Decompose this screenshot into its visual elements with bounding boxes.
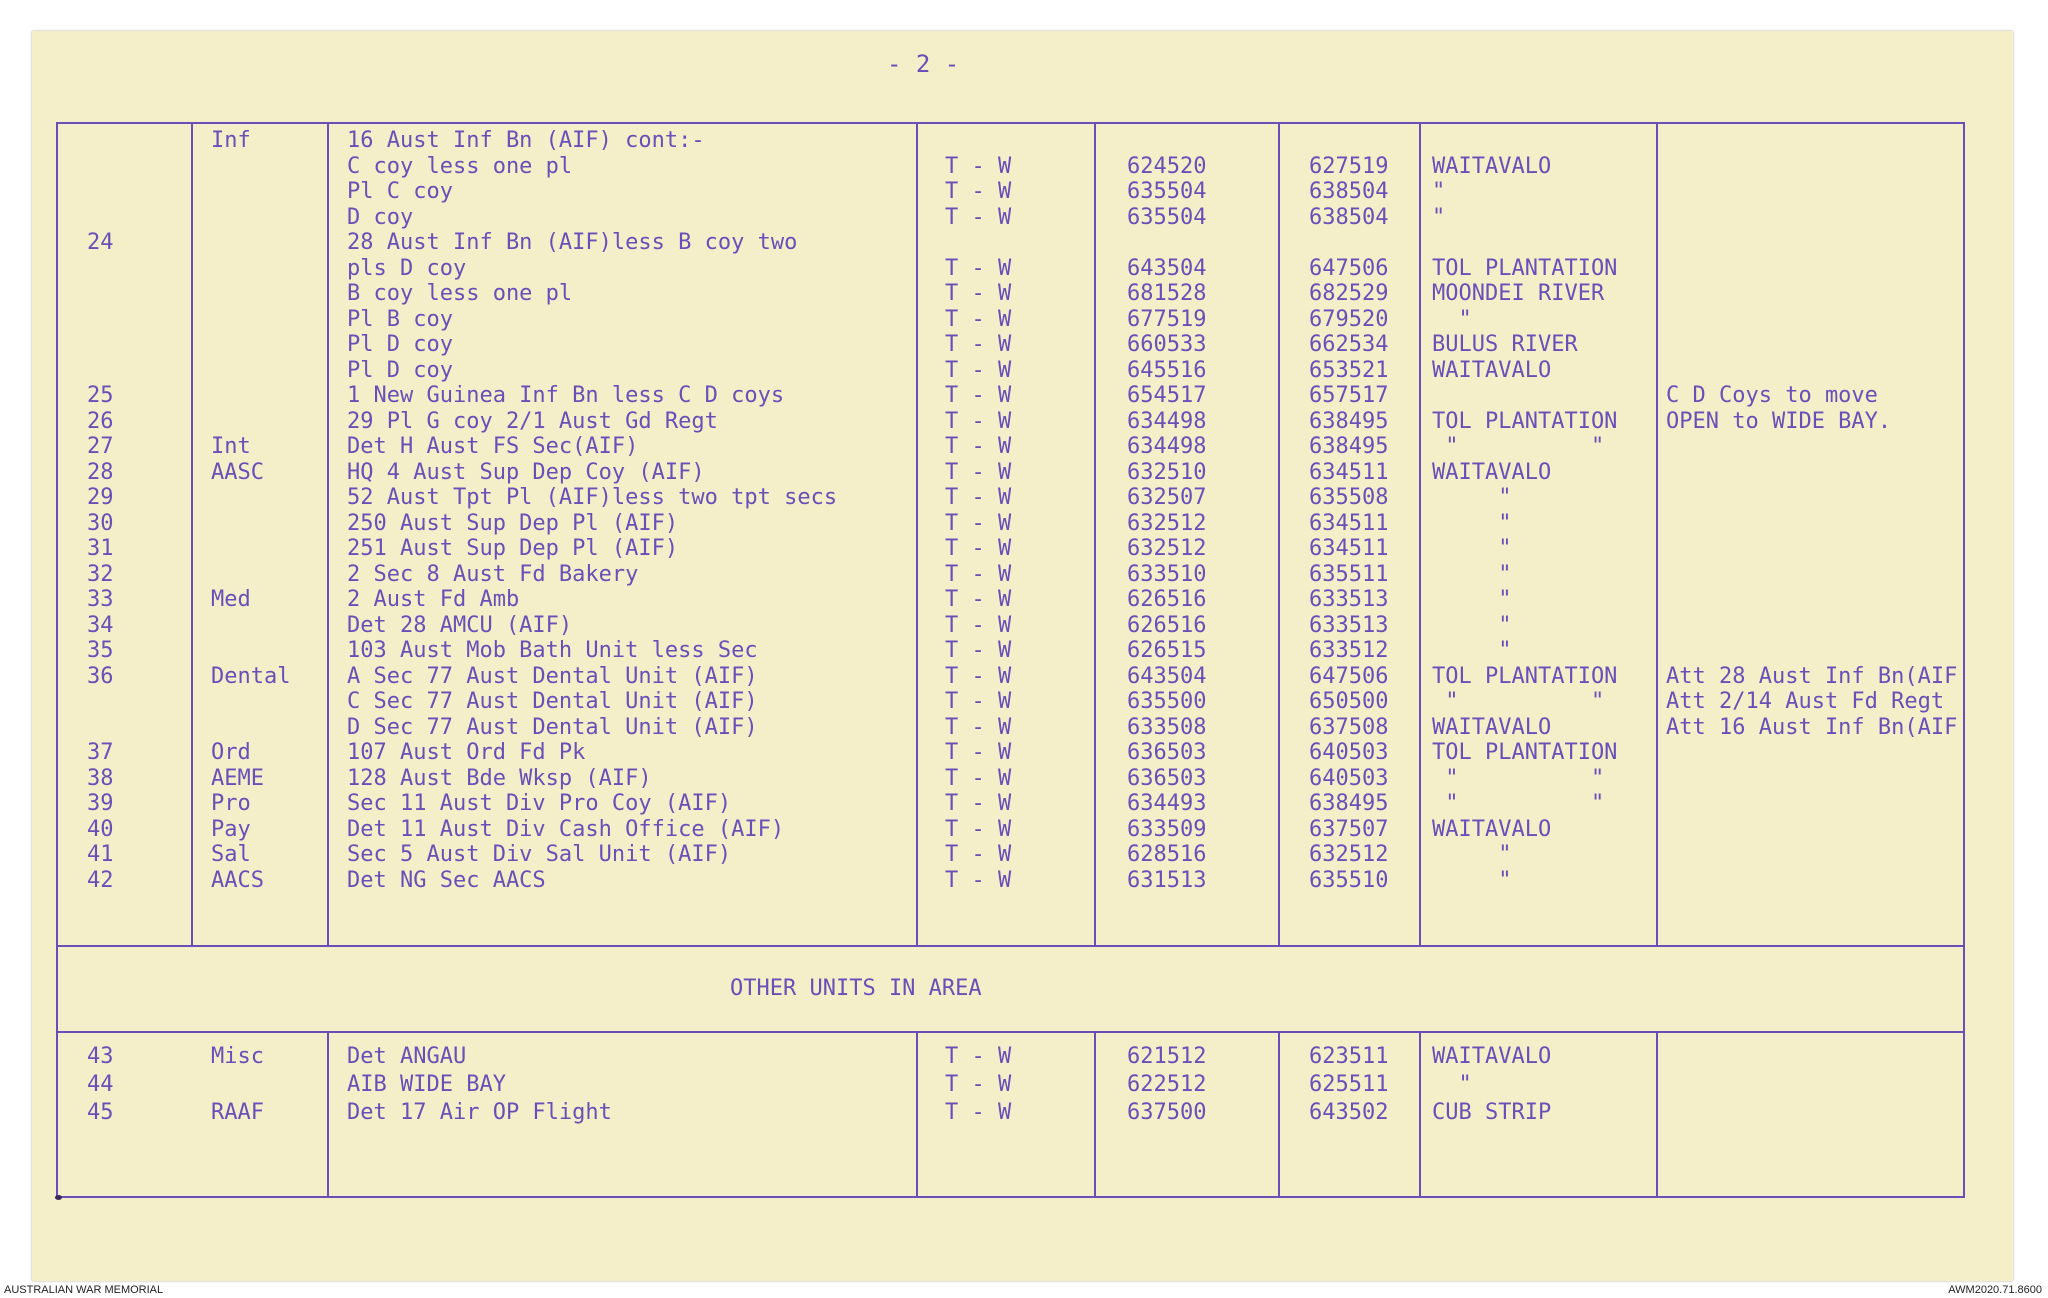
unit-name: Det ANGAU — [347, 1044, 467, 1069]
map-ref-from: 635504 — [1127, 179, 1207, 204]
location: " — [1432, 842, 1512, 867]
column-divider — [1656, 122, 1658, 946]
location: " " — [1432, 791, 1605, 816]
area-code: T - W — [945, 1072, 1012, 1097]
unit-group: Int — [211, 434, 251, 459]
map-ref-from: 632510 — [1127, 459, 1207, 485]
area-code: T - W — [945, 867, 1012, 893]
map-ref-to: 679520 — [1309, 306, 1389, 332]
map-ref-from: 635500 — [1127, 689, 1207, 714]
location: " — [1432, 587, 1512, 612]
row-number: 38 — [87, 765, 114, 791]
location: BULUS RIVER — [1432, 332, 1578, 357]
location: " " — [1432, 434, 1605, 459]
unit-name: pls D coy — [347, 255, 467, 281]
area-code: T - W — [945, 179, 1012, 204]
row-number: 33 — [87, 587, 114, 612]
remarks: Att 16 Aust Inf Bn(AIF — [1666, 714, 1958, 740]
map-ref-from: 633510 — [1127, 561, 1207, 587]
unit-name: Sec 11 Aust Div Pro Coy (AIF) — [347, 791, 732, 816]
location: " — [1432, 612, 1512, 638]
unit-group: Pay — [211, 816, 251, 842]
map-ref-from: 634498 — [1127, 408, 1207, 434]
map-ref-from: 626516 — [1127, 587, 1207, 612]
map-ref-to: 633512 — [1309, 638, 1389, 663]
section-divider-bottom — [56, 1031, 1965, 1033]
column-divider — [1278, 122, 1280, 946]
map-ref-from: 632512 — [1127, 536, 1207, 561]
row-number: 30 — [87, 510, 114, 536]
map-ref-to: 632512 — [1309, 842, 1389, 867]
area-code: T - W — [945, 561, 1012, 587]
unit-name: A Sec 77 Aust Dental Unit (AIF) — [347, 663, 758, 689]
map-ref-to: 633513 — [1309, 612, 1389, 638]
location: TOL PLANTATION — [1432, 408, 1618, 434]
unit-group: Med — [211, 587, 251, 612]
row-number: 45 — [87, 1100, 114, 1125]
area-code: T - W — [945, 153, 1012, 179]
map-ref-to: 657517 — [1309, 383, 1389, 408]
location: " — [1432, 510, 1512, 536]
column-divider — [916, 122, 918, 946]
page-number: - 2 - — [887, 50, 960, 78]
map-ref-from: 654517 — [1127, 383, 1207, 408]
column-divider — [1278, 1031, 1280, 1197]
area-code: T - W — [945, 1100, 1012, 1125]
area-code: T - W — [945, 306, 1012, 332]
unit-name: Det 11 Aust Div Cash Office (AIF) — [347, 816, 785, 842]
area-code: T - W — [945, 791, 1012, 816]
column-divider — [1094, 122, 1096, 946]
unit-name: Det H Aust FS Sec(AIF) — [347, 434, 639, 459]
remarks: OPEN to WIDE BAY. — [1666, 408, 1892, 434]
area-code: T - W — [945, 612, 1012, 638]
area-code: T - W — [945, 638, 1012, 663]
location: MOONDEI RIVER — [1432, 281, 1605, 306]
unit-name: 103 Aust Mob Bath Unit less Sec — [347, 638, 758, 663]
location: " — [1432, 1072, 1472, 1097]
area-code: T - W — [945, 740, 1012, 765]
row-number: 37 — [87, 740, 114, 765]
remarks: Att 28 Aust Inf Bn(AIF — [1666, 663, 1958, 689]
document-page — [32, 31, 2013, 1281]
unit-name: D coy — [347, 204, 414, 230]
map-ref-from: 637500 — [1127, 1100, 1207, 1125]
remarks: Att 2/14 Aust Fd Regt — [1666, 689, 1945, 714]
unit-name: Sec 5 Aust Div Sal Unit (AIF) — [347, 842, 732, 867]
map-ref-from: 645516 — [1127, 357, 1207, 383]
column-divider — [1419, 1031, 1421, 1197]
map-ref-to: 638504 — [1309, 179, 1389, 204]
row-number: 32 — [87, 561, 114, 587]
location: WAITAVALO — [1432, 714, 1552, 740]
column-divider — [327, 122, 329, 946]
area-code: T - W — [945, 408, 1012, 434]
table-left-border — [56, 122, 58, 1197]
location: " — [1432, 638, 1512, 663]
map-ref-to: 643502 — [1309, 1100, 1389, 1125]
unit-group: AEME — [211, 765, 264, 791]
location: " — [1432, 561, 1512, 587]
row-number: 36 — [87, 663, 114, 689]
unit-group: Pro — [211, 791, 251, 816]
row-number: 43 — [87, 1044, 114, 1069]
map-ref-to: 637507 — [1309, 816, 1389, 842]
unit-name: 1 New Guinea Inf Bn less C D coys — [347, 383, 785, 408]
location: WAITAVALO — [1432, 1044, 1552, 1069]
map-ref-to: 637508 — [1309, 714, 1389, 740]
map-ref-from: 633508 — [1127, 714, 1207, 740]
area-code: T - W — [945, 714, 1012, 740]
area-code: T - W — [945, 383, 1012, 408]
map-ref-to: 638495 — [1309, 408, 1389, 434]
row-number: 29 — [87, 485, 114, 510]
unit-name: C coy less one pl — [347, 153, 573, 179]
map-ref-from: 632507 — [1127, 485, 1207, 510]
section-heading: OTHER UNITS IN AREA — [730, 976, 982, 1001]
area-code: T - W — [945, 587, 1012, 612]
area-code: T - W — [945, 536, 1012, 561]
area-code: T - W — [945, 510, 1012, 536]
column-divider — [1656, 1031, 1658, 1197]
area-code: T - W — [945, 459, 1012, 485]
map-ref-from: 643504 — [1127, 255, 1207, 281]
unit-group: Inf — [211, 128, 251, 153]
location: WAITAVALO — [1432, 816, 1552, 842]
area-code: T - W — [945, 816, 1012, 842]
footer-credit: AUSTRALIAN WAR MEMORIAL — [4, 1284, 164, 1296]
row-number: 25 — [87, 383, 114, 408]
location: " " — [1432, 765, 1605, 791]
area-code: T - W — [945, 842, 1012, 867]
map-ref-from: 635504 — [1127, 204, 1207, 230]
row-number: 28 — [87, 459, 114, 485]
map-ref-from: 634493 — [1127, 791, 1207, 816]
location: " — [1432, 867, 1512, 893]
unit-group: AASC — [211, 459, 264, 485]
unit-name: Det NG Sec AACS — [347, 867, 546, 893]
location: TOL PLANTATION — [1432, 255, 1618, 281]
map-ref-from: 626515 — [1127, 638, 1207, 663]
section-divider-top — [56, 945, 1965, 947]
row-number: 27 — [87, 434, 114, 459]
unit-name: Pl D coy — [347, 332, 453, 357]
map-ref-from: 632512 — [1127, 510, 1207, 536]
map-ref-from: 681528 — [1127, 281, 1207, 306]
unit-name: Det 28 AMCU (AIF) — [347, 612, 573, 638]
location: WAITAVALO — [1432, 459, 1552, 485]
unit-name: Det 17 Air OP Flight — [347, 1100, 612, 1125]
map-ref-to: 635508 — [1309, 485, 1389, 510]
column-divider — [191, 122, 193, 946]
map-ref-to: 662534 — [1309, 332, 1389, 357]
location: TOL PLANTATION — [1432, 663, 1618, 689]
unit-group: Misc — [211, 1044, 264, 1069]
area-code: T - W — [945, 357, 1012, 383]
location: " — [1432, 179, 1446, 204]
location: " — [1432, 204, 1446, 230]
map-ref-to: 653521 — [1309, 357, 1389, 383]
unit-group: Dental — [211, 663, 291, 689]
unit-name: D Sec 77 Aust Dental Unit (AIF) — [347, 714, 758, 740]
row-number: 26 — [87, 408, 114, 434]
row-number: 44 — [87, 1072, 114, 1097]
row-number: 41 — [87, 842, 114, 867]
unit-name: 2 Sec 8 Aust Fd Bakery — [347, 561, 639, 587]
map-ref-to: 633513 — [1309, 587, 1389, 612]
unit-name: 128 Aust Bde Wksp (AIF) — [347, 765, 652, 791]
row-number: 34 — [87, 612, 114, 638]
column-divider — [916, 1031, 918, 1197]
row-number: 35 — [87, 638, 114, 663]
map-ref-to: 640503 — [1309, 740, 1389, 765]
unit-name: Pl C coy — [347, 179, 453, 204]
row-number: 24 — [87, 230, 114, 255]
map-ref-to: 682529 — [1309, 281, 1389, 306]
map-ref-to: 627519 — [1309, 153, 1389, 179]
location: " — [1432, 485, 1512, 510]
map-ref-to: 634511 — [1309, 536, 1389, 561]
unit-name: 251 Aust Sup Dep Pl (AIF) — [347, 536, 679, 561]
map-ref-from: 636503 — [1127, 740, 1207, 765]
map-ref-to: 638495 — [1309, 791, 1389, 816]
area-code: T - W — [945, 1044, 1012, 1069]
map-ref-to: 650500 — [1309, 689, 1389, 714]
map-ref-to: 647506 — [1309, 663, 1389, 689]
location: WAITAVALO — [1432, 357, 1552, 383]
area-code: T - W — [945, 204, 1012, 230]
paper-mark — [55, 1195, 62, 1200]
map-ref-to: 635510 — [1309, 867, 1389, 893]
unit-group: AACS — [211, 867, 264, 893]
map-ref-from: 621512 — [1127, 1044, 1207, 1069]
map-ref-from: 633509 — [1127, 816, 1207, 842]
map-ref-to: 640503 — [1309, 765, 1389, 791]
column-divider — [327, 1031, 329, 1197]
area-code: T - W — [945, 281, 1012, 306]
row-number: 39 — [87, 791, 114, 816]
map-ref-to: 634511 — [1309, 510, 1389, 536]
unit-name: 16 Aust Inf Bn (AIF) cont:- — [347, 128, 705, 153]
location: " — [1432, 306, 1472, 332]
map-ref-from: 636503 — [1127, 765, 1207, 791]
remarks: C D Coys to move — [1666, 383, 1878, 408]
map-ref-to: 638504 — [1309, 204, 1389, 230]
unit-name: C Sec 77 Aust Dental Unit (AIF) — [347, 689, 758, 714]
map-ref-from: 626516 — [1127, 612, 1207, 638]
location: CUB STRIP — [1432, 1100, 1552, 1125]
column-divider — [1419, 122, 1421, 946]
area-code: T - W — [945, 255, 1012, 281]
map-ref-to: 634511 — [1309, 459, 1389, 485]
unit-name: 250 Aust Sup Dep Pl (AIF) — [347, 510, 679, 536]
unit-name: Pl B coy — [347, 306, 453, 332]
map-ref-from: 631513 — [1127, 867, 1207, 893]
unit-group: Sal — [211, 842, 251, 867]
map-ref-to: 638495 — [1309, 434, 1389, 459]
location: WAITAVALO — [1432, 153, 1552, 179]
unit-name: 2 Aust Fd Amb — [347, 587, 520, 612]
map-ref-to: 647506 — [1309, 255, 1389, 281]
row-number: 31 — [87, 536, 114, 561]
location: " — [1432, 536, 1512, 561]
unit-name: 29 Pl G coy 2/1 Aust Gd Regt — [347, 408, 718, 434]
map-ref-to: 625511 — [1309, 1072, 1389, 1097]
unit-name: B coy less one pl — [347, 281, 573, 306]
unit-group: RAAF — [211, 1100, 264, 1125]
unit-name: AIB WIDE BAY — [347, 1072, 506, 1097]
map-ref-from: 634498 — [1127, 434, 1207, 459]
map-ref-from: 677519 — [1127, 306, 1207, 332]
area-code: T - W — [945, 765, 1012, 791]
unit-name: 28 Aust Inf Bn (AIF)less B coy two — [347, 230, 798, 255]
map-ref-from: 628516 — [1127, 842, 1207, 867]
unit-name: HQ 4 Aust Sup Dep Coy (AIF) — [347, 459, 705, 485]
unit-name: 107 Aust Ord Fd Pk — [347, 740, 586, 765]
area-code: T - W — [945, 485, 1012, 510]
unit-group: Ord — [211, 740, 251, 765]
location: TOL PLANTATION — [1432, 740, 1618, 765]
table-right-border — [1963, 122, 1965, 1197]
map-ref-from: 643504 — [1127, 663, 1207, 689]
row-number: 40 — [87, 816, 114, 842]
unit-name: 52 Aust Tpt Pl (AIF)less two tpt secs — [347, 485, 838, 510]
map-ref-to: 623511 — [1309, 1044, 1389, 1069]
column-divider — [1094, 1031, 1096, 1197]
area-code: T - W — [945, 332, 1012, 357]
map-ref-from: 660533 — [1127, 332, 1207, 357]
area-code: T - W — [945, 434, 1012, 459]
table-top-border — [56, 122, 1965, 124]
table-bottom-border — [56, 1196, 1965, 1198]
location: " " — [1432, 689, 1605, 714]
area-code: T - W — [945, 689, 1012, 714]
map-ref-to: 635511 — [1309, 561, 1389, 587]
map-ref-from: 622512 — [1127, 1072, 1207, 1097]
row-number: 42 — [87, 867, 114, 893]
footer-reference: AWM2020.71.8600 — [1948, 1284, 2042, 1296]
unit-name: Pl D coy — [347, 357, 453, 383]
area-code: T - W — [945, 663, 1012, 689]
map-ref-from: 624520 — [1127, 153, 1207, 179]
